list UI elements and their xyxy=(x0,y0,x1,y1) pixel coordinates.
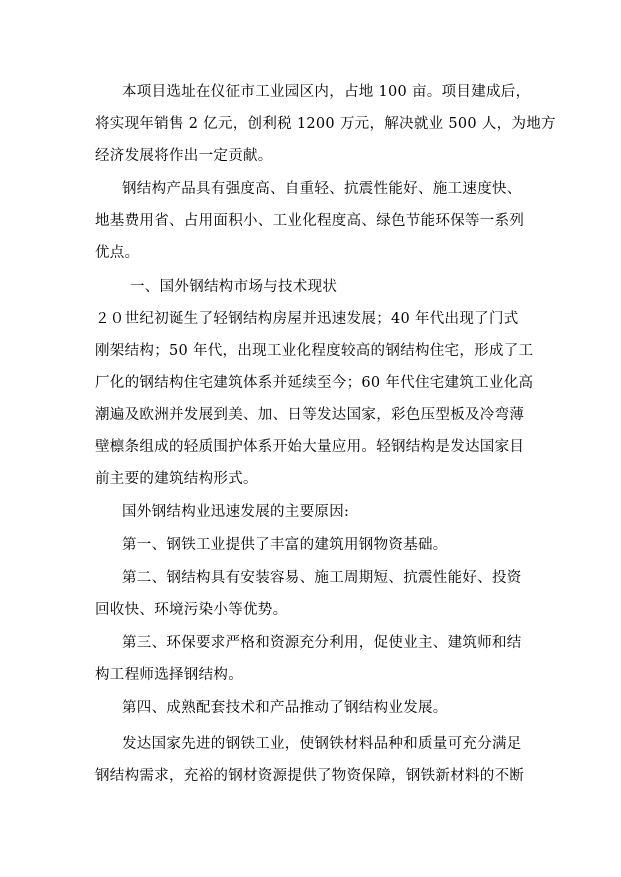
paragraph-line: 刚架结构；50 年代，出现工业化程度较高的钢结构住宅，形成了工 xyxy=(95,343,534,359)
paragraph-line: 厂化的钢结构住宅建筑体系并延续至今；60 年代住宅建筑工业化高 xyxy=(95,375,534,391)
paragraph-line: 构工程师选择钢结构。 xyxy=(95,667,243,683)
paragraph-line: 第二、钢结构具有安装容易、施工周期短、抗震性能好、投资 xyxy=(122,570,522,586)
paragraph-line: 优点。 xyxy=(95,245,140,261)
paragraph-line: 本项目选址在仪征市工业园区内，占地 100 亩。项目建成后， xyxy=(122,84,531,100)
paragraph-line: 经济发展将作出一定贡献。 xyxy=(95,148,273,164)
paragraph-line: ２０世纪初诞生了轻钢结构房屋并迅速发展；40 年代出现了门式 xyxy=(95,311,519,327)
paragraph-line: 钢结构需求，充裕的钢材资源提供了物资保障，钢铁新材料的不断 xyxy=(95,768,525,784)
paragraph-line: 第三、环保要求严格和资源充分利用，促使业主、建筑师和结 xyxy=(122,635,522,651)
paragraph-line: 将实现年销售 2 亿元，创利税 1200 万元，解决就业 500 人，为地方 xyxy=(95,116,556,132)
paragraph-line: 壁檩条组成的轻质围护体系开始大量应用。轻钢结构是发达国家目 xyxy=(95,439,525,455)
paragraph-line: 地基费用省、占用面积小、工业化程度高、绿色节能环保等一系列 xyxy=(95,213,525,229)
paragraph-line: 发达国家先进的钢铁工业，使钢铁材料品种和质量可充分满足 xyxy=(122,736,522,752)
paragraph-line: 第一、钢铁工业提供了丰富的建筑用钢物资基础。 xyxy=(122,537,448,553)
section-heading: 一、国外钢结构市场与技术现状 xyxy=(130,279,338,295)
paragraph-line: 钢结构产品具有强度高、自重轻、抗震性能好、施工速度快、 xyxy=(122,181,522,197)
paragraph-line: 前主要的建筑结构形式。 xyxy=(95,471,258,487)
paragraph-line: 国外钢结构业迅速发展的主要原因: xyxy=(122,504,350,520)
paragraph-line: 第四、成熟配套技术和产品推动了钢结构业发展。 xyxy=(122,700,448,716)
paragraph-line: 潮遍及欧洲并发展到美、加、日等发达国家，彩色压型板及冷弯薄 xyxy=(95,407,525,423)
paragraph-line: 回收快、环境污染小等优势。 xyxy=(95,602,288,618)
